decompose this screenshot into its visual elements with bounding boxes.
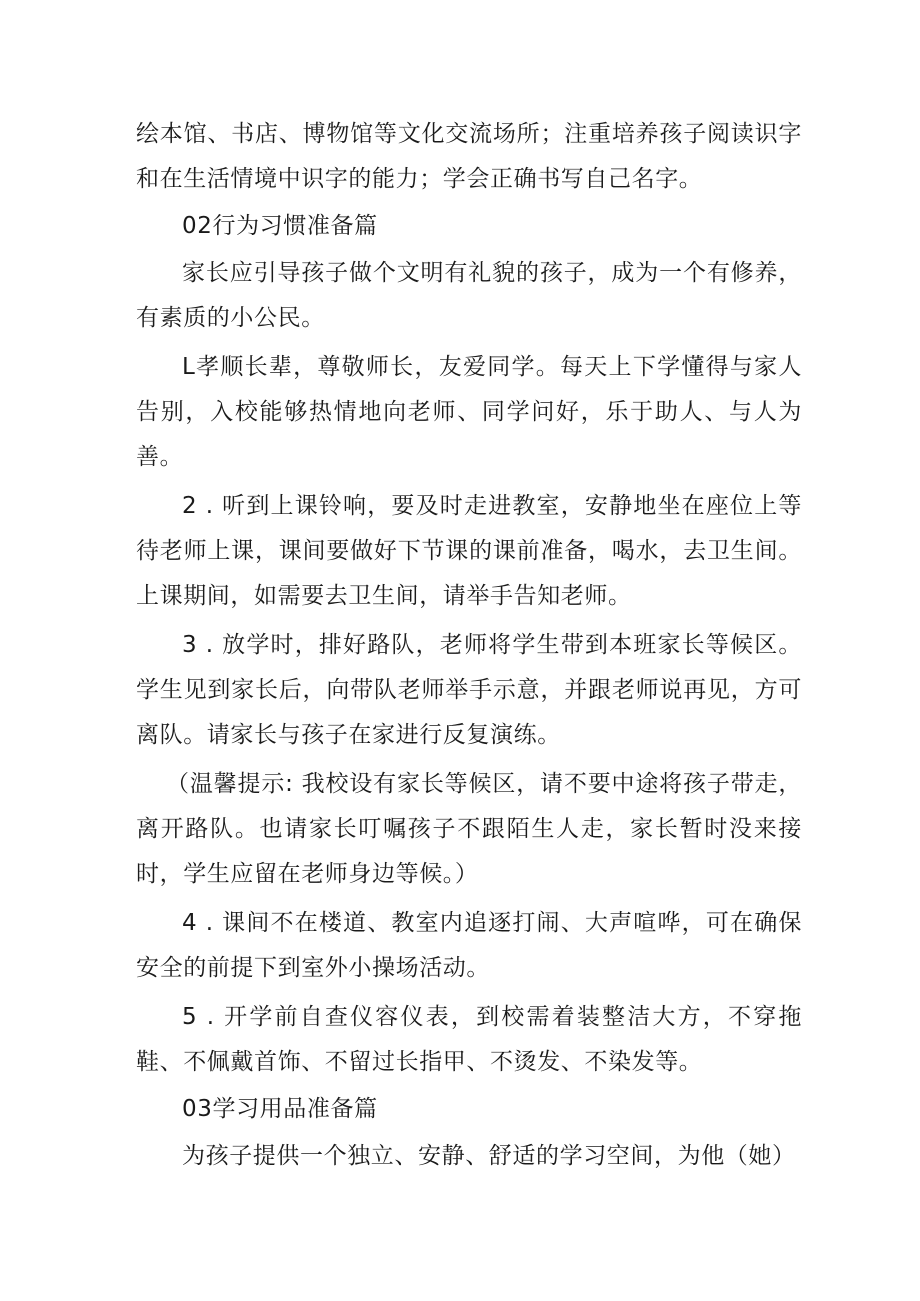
section-heading-supplies: 03学习用品准备篇 bbox=[182, 1096, 378, 1122]
paragraph-study-space: 为孩子提供一个独立、安静、舒适的学习空间，为他（她） bbox=[182, 1143, 796, 1169]
paragraph-civil-intro: 家长应引导孩子做个文明有礼貌的孩子，成为一个有修养，有素质的小公民。 bbox=[136, 260, 802, 331]
paragraph-item-4: 4 . 课间不在楼道、教室内追逐打闹、大声喧哗，可在确保安全的前提下到室外小操场活动。 bbox=[136, 910, 802, 981]
paragraph-item-2: 2 . 听到上课铃响，要及时走进教室，安静地坐在座位上等待老师上课，课间要做好下节课的课前准备，喝水，去卫生间。上课期间，如需要去卫生间，请举手告知老师。 bbox=[136, 493, 802, 609]
paragraph-culture-venues: 绘本馆、书店、博物馆等文化交流场所；注重培养孩子阅读识字和在生活情境中识字的能力；学会正确书写自己名字。 bbox=[136, 121, 802, 192]
section-heading-behavior: 02行为习惯准备篇 bbox=[182, 213, 378, 239]
paragraph-item-3: 3 . 放学时，排好路队，老师将学生带到本班家长等候区。学生见到家长后，向带队老师举手示意，并跟老师说再见，方可离队。请家长与孩子在家进行反复演练。 bbox=[136, 632, 802, 748]
paragraph-item-1: L孝顺长辈，尊敬师长，友爱同学。每天上下学懂得与家人告别，入校能够热情地向老师、同学问好，乐于助人、与人为善。 bbox=[136, 354, 802, 470]
paragraph-item-5: 5 . 开学前自查仪容仪表，到校需着装整洁大方，不穿拖鞋、不佩戴首饰、不留过长指甲、不烫发、不染发等。 bbox=[136, 1004, 802, 1075]
paragraph-warm-tip: （温馨提示: 我校设有家长等候区，请不要中途将孩子带走，离开路队。也请家长叮嘱孩子不跟陌生人走，家长暂时没来接时，学生应留在老师身边等候。） bbox=[136, 771, 802, 887]
